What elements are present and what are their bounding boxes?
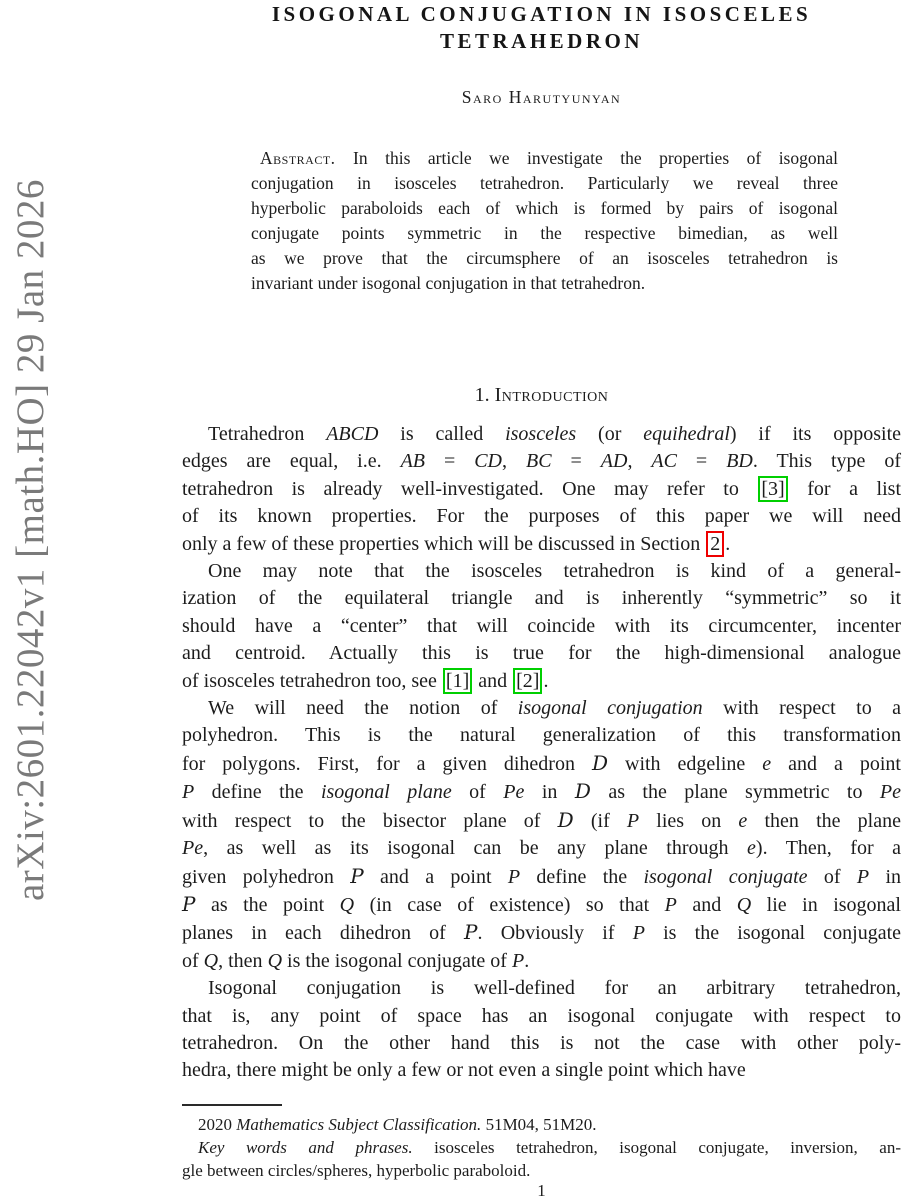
text-run: conjugate points symmetric in the respective bimedian, as well (251, 223, 838, 243)
text-line (251, 146, 838, 171)
text-run: , (627, 450, 652, 473)
text-run: tetrahedron. On the other hand this is not the case with other poly- (182, 1031, 901, 1054)
text-run: invariant under isogonal conjugation in that tetrahedron. (251, 273, 646, 293)
text-run: Q (736, 893, 752, 916)
text-line (182, 668, 901, 695)
text-run: lie in isogonal (751, 893, 901, 916)
section-heading (182, 384, 901, 407)
text-run: P (664, 893, 677, 916)
text-run: , then (218, 949, 268, 972)
text-run: and a point (771, 752, 901, 775)
text-line (182, 503, 901, 530)
text-run: and a point (363, 865, 508, 888)
text-run: isogonal conjugate (643, 865, 808, 888)
text-run: We will need the notion of (208, 697, 518, 720)
text-line (182, 531, 901, 558)
text-line (182, 778, 901, 806)
text-run: only a few of these properties which will be discussed in Section (182, 532, 706, 555)
arxiv-watermark: arXiv:2601.22042v1 [math.HO] 29 Jan 2026 (9, 179, 52, 901)
text-run: = (551, 450, 601, 473)
paper-title-line2: TETRAHEDRON (439, 29, 644, 53)
text-run: and centroid. Actually this is true for the high-dimensional analogue (182, 642, 901, 665)
text-run: hedra, there might be only a few or not even a single point which have (182, 1059, 746, 1082)
citation-link[interactable]: [1] (443, 668, 472, 694)
section-title: Introduction (494, 384, 609, 406)
text-run: = (676, 450, 727, 473)
text-line (251, 221, 838, 246)
citation-link[interactable]: [2] (513, 668, 542, 694)
text-run: 2020 (198, 1115, 237, 1134)
footnote-keywords (182, 1136, 901, 1182)
text-run: 51M04, 51M20. (481, 1115, 597, 1134)
footnote-msc (182, 1113, 901, 1136)
text-run: with respect to the bisector plane of (182, 809, 558, 832)
text-run: for polygons. First, for a given dihedron (182, 752, 592, 775)
text-run: conjugation in isosceles tetrahedron. Particularly we reveal three (251, 173, 838, 193)
text-run: Tetrahedron (208, 423, 327, 445)
text-line (251, 171, 838, 196)
text-run: with edgeline (608, 752, 763, 775)
text-line (182, 640, 901, 667)
text-line (251, 246, 838, 271)
text-run: in (524, 781, 575, 804)
footnote-rule (182, 1104, 282, 1106)
text-run: P (507, 865, 521, 888)
text-line (182, 558, 901, 585)
text-run: is the isogonal conjugate (644, 922, 901, 945)
text-line (182, 722, 901, 749)
text-run: ization of the equilateral triangle and is inherently “symmetric” so it (182, 587, 901, 610)
paragraph-2 (182, 558, 901, 695)
text-line (182, 585, 901, 612)
footnote (182, 1113, 901, 1182)
text-run: define the (520, 865, 644, 888)
text-run: . (725, 532, 731, 555)
text-run: , (502, 450, 526, 473)
text-run: AB (400, 450, 425, 473)
text-run: that is, any point of space has an isogonal conjugate with respect to (182, 1004, 901, 1027)
citation-link[interactable]: [3] (758, 476, 787, 502)
text-run: is called (378, 423, 506, 445)
text-line (182, 891, 901, 919)
text-line (182, 1003, 901, 1030)
text-run: as we prove that the circumsphere of an isosceles tetrahedron is (251, 248, 838, 268)
text-run: One may note that the isosceles tetrahedron is kind of a general- (208, 560, 901, 583)
text-run: , as well as its isogonal can be any plane through (203, 837, 748, 860)
text-line (182, 1113, 901, 1136)
paragraph-3 (182, 695, 901, 975)
text-run: Mathematics Subject Classification. (236, 1115, 482, 1134)
body-text (182, 421, 901, 1085)
text-run: e (738, 809, 748, 832)
text-run: polyhedron. This is the natural generalization of this transformation (182, 724, 901, 747)
text-line (182, 1057, 901, 1084)
text-run: BC (525, 450, 552, 473)
paragraph-1 (182, 421, 901, 558)
text-line (182, 1159, 901, 1182)
paper-title (182, 1, 901, 55)
text-run: AD (600, 450, 628, 473)
text-run: equihedral (643, 423, 730, 445)
text-run: . (524, 949, 530, 972)
text-run: . (543, 669, 549, 692)
text-run: In this article we investigate the properties of isogonal (335, 148, 838, 168)
text-run: planes in each dihedron of (182, 922, 465, 945)
text-run: and (676, 893, 737, 916)
text-run: e (747, 837, 756, 860)
text-run: Abstract. (260, 148, 336, 168)
text-run: P (464, 920, 478, 945)
text-run: ) if its opposite (729, 423, 901, 445)
text-run: P (626, 809, 640, 832)
text-run: lies on (639, 809, 739, 832)
text-run: with respect to a (702, 697, 901, 720)
text-line (182, 835, 901, 862)
text-run: P (632, 922, 645, 945)
text-run: D (574, 779, 591, 804)
text-run: (in case of existence) so that (354, 893, 665, 916)
text-run: Q (203, 949, 219, 972)
text-line (182, 975, 901, 1002)
text-line (182, 750, 901, 778)
text-line (182, 613, 901, 640)
text-run: define the (194, 781, 321, 804)
paper-title-line1: ISOGONAL CONJUGATION IN ISOSCELES (271, 2, 812, 26)
text-run: is the isogonal conjugate of (282, 949, 512, 972)
text-run: P (350, 863, 364, 888)
text-run: of (182, 949, 204, 972)
text-run: ). Then, for a (755, 837, 902, 860)
text-run: of (807, 865, 857, 888)
text-run: = (425, 450, 475, 473)
text-run: Q (267, 949, 283, 972)
text-line (182, 421, 901, 448)
text-run: Key words and phrases. (198, 1138, 413, 1157)
text-run: isogonal plane (320, 781, 452, 804)
text-run: (or (576, 423, 644, 445)
text-line (182, 863, 901, 891)
text-run: isosceles tetrahedron, isogonal conjugate, inversion, an- (412, 1138, 901, 1157)
text-line (182, 919, 901, 947)
text-run: . Obviously if (477, 922, 633, 945)
author-name: Saro Harutyunyan (461, 87, 622, 107)
text-run: in (869, 865, 901, 888)
text-run: Q (339, 893, 355, 916)
section-ref-link[interactable]: 2 (706, 531, 724, 557)
text-run: Pe (182, 837, 204, 860)
page-number: 1 (537, 1181, 546, 1200)
section-number: 1. (474, 384, 490, 406)
text-run: P (182, 781, 195, 804)
text-run: D (591, 750, 609, 775)
text-run: isogonal conjugation (517, 697, 703, 720)
text-run: as the point (195, 893, 340, 916)
text-run: . This type of (752, 450, 902, 473)
text-run: P (511, 949, 525, 972)
text-run: then the plane (747, 809, 901, 832)
text-run: ABCD (326, 423, 379, 445)
text-run: e (762, 752, 772, 775)
text-run: as the plane symmetric to (590, 781, 880, 804)
text-line (182, 448, 901, 475)
text-run: and (473, 669, 513, 692)
text-run: given polyhedron (182, 865, 351, 888)
text-run: should have a “center” that will coincide with its circumcenter, incenter (182, 614, 901, 637)
text-line (182, 948, 901, 975)
text-line (182, 476, 901, 503)
text-run: tetrahedron is already well-investigated. One may refer to (182, 477, 758, 500)
text-run: CD (474, 450, 503, 473)
text-run: Pe (503, 781, 525, 804)
text-run: of (451, 781, 504, 804)
text-line (182, 807, 901, 835)
text-line (251, 196, 838, 221)
text-run: for a list (788, 477, 902, 500)
text-run: hyperbolic paraboloids each of which is formed by pairs of isogonal (251, 198, 838, 218)
text-run: AC (651, 450, 677, 473)
text-run: P (182, 891, 196, 916)
text-run: P (856, 865, 870, 888)
text-line (182, 695, 901, 722)
text-run: BD (726, 450, 753, 473)
text-run: Pe (879, 781, 901, 804)
text-run: (if (573, 809, 627, 832)
text-run: edges are equal, i.e. (182, 450, 401, 473)
text-run: D (557, 807, 574, 832)
text-run: isosceles (505, 423, 577, 445)
text-line (182, 1030, 901, 1057)
text-run: of isosceles tetrahedron too, see (182, 669, 442, 692)
text-line (182, 1136, 901, 1159)
text-run: of its known properties. For the purposes of this paper we will need (182, 505, 901, 528)
abstract (182, 146, 901, 296)
text-run: gle between circles/spheres, hyperbolic paraboloid. (182, 1161, 531, 1180)
text-line (251, 271, 838, 296)
text-run: Isogonal conjugation is well-defined for an arbitrary tetrahedron, (208, 977, 901, 1000)
paragraph-4 (182, 975, 901, 1085)
